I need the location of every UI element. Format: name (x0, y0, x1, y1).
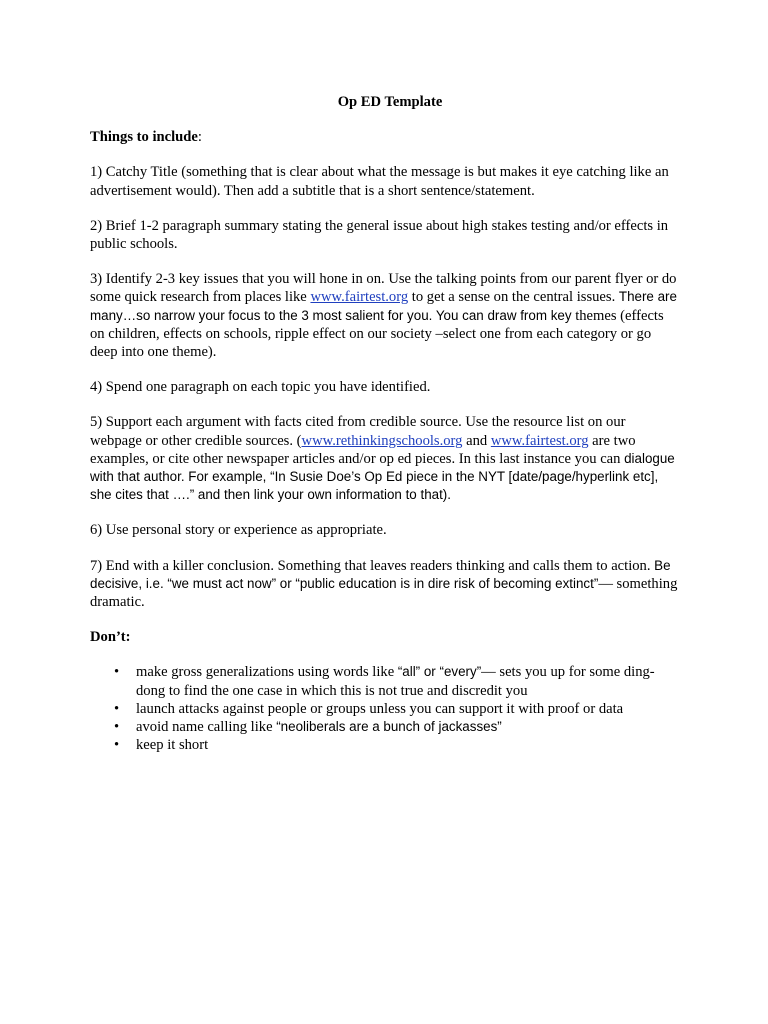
dont-heading: Don’t: (90, 629, 131, 646)
item-5-text-c: are two examples, or cite other newspaper articles and/or op ed pieces. In this last instance you can (90, 432, 636, 467)
list-item (90, 736, 680, 754)
fairtest-link[interactable]: www.fairtest.org (310, 289, 409, 306)
bullet-icon: • (114, 719, 120, 736)
page-title: Op ED Template (337, 94, 443, 110)
list-item (90, 718, 680, 736)
rethinkingschools-link[interactable]: www.rethinkingschools.org (301, 432, 463, 449)
item-7-text-b: Be decisive, i.e. “we must act now” or “public education is in dire risk of becoming extinct” (90, 557, 671, 591)
dont-1-rest: — sets you up for some ding-dong to find the one case in which this is not true and discredit you (136, 664, 655, 699)
bullet-icon: • (114, 737, 120, 754)
item-7-text-c: — something dramatic. (90, 575, 678, 611)
dont-2-text: launch attacks against people or groups unless you can support it with proof or data (136, 700, 624, 717)
item-6: 6) Use personal story or experience as appropriate. (90, 522, 387, 539)
item-3-text-d: themes (effects on children, effects on schools, ripple effect on our society –select one from each category or go deep into one theme). (90, 307, 664, 361)
dont-4-text: keep it short (136, 737, 209, 754)
item-5-text-a: 5) Support each argument with facts cited from credible source. Use the resource list on our webpage or other credible sources. ( (90, 414, 626, 449)
list-item (90, 663, 680, 699)
item-7-text-a: 7) End with a killer conclusion. Something that leaves readers thinking and calls them to action. (90, 557, 655, 574)
item-3 (90, 270, 680, 361)
item-5 (90, 413, 680, 504)
item-4: 4) Spend one paragraph on each topic you have identified. (90, 379, 431, 396)
bullet-icon: • (114, 700, 120, 717)
item-5-text-d: dialogue with that author. For example, “In Susie Doe’s Op Ed piece in the NYT [date/page/hyperlink etc], she cites that ….” and then link your own information to that). (90, 450, 675, 503)
dont-3-text: avoid name calling like (136, 719, 277, 736)
include-heading-colon: : (197, 129, 202, 146)
item-2: 2) Brief 1-2 paragraph summary stating the general issue about high stakes testing and/or effects in public schools. (90, 217, 669, 253)
item-3-text-a: 3) Identify 2-3 key issues that you will hone in on. Use the talking points from our parent flyer or do some quick research from places like (90, 271, 677, 306)
item-3-text-c: There are many…so narrow your focus to the 3 most salient for you. You can draw from key (90, 289, 677, 323)
item-5-text-b: and (462, 432, 491, 449)
include-heading (90, 128, 680, 146)
include-heading-text: Things to include (90, 129, 198, 146)
list-item (90, 700, 680, 718)
dont-3-quote: “neoliberals are a bunch of jackasses” (276, 719, 502, 735)
bullet-icon: • (114, 664, 120, 681)
dont-1-text: make gross generalizations using words like (136, 664, 398, 681)
document-body (90, 93, 680, 754)
item-3-text-b: to get a sense on the central issues. (408, 289, 619, 306)
dont-1-quote: “all” or “every” (397, 664, 482, 680)
item-7 (90, 557, 680, 612)
dont-list (90, 663, 680, 754)
item-1: 1) Catchy Title (something that is clear about what the message is but makes it eye catching like an advertisement would). Then add a subtitle that is a short sentence/statement. (90, 164, 669, 199)
fairtest-link-2[interactable]: www.fairtest.org (490, 432, 589, 449)
